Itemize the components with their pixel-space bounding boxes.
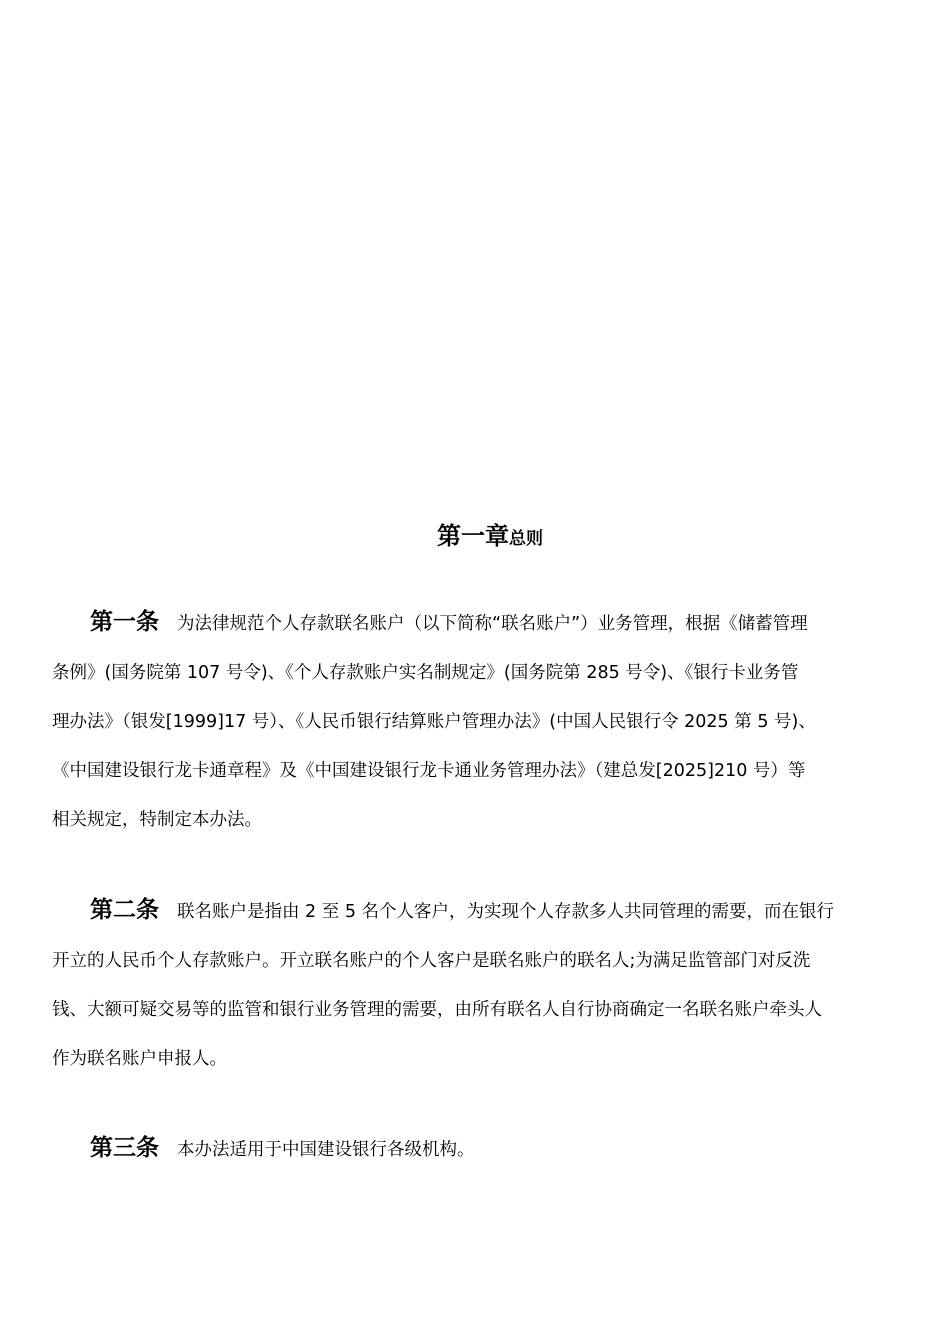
article-line: 相关规定，特制定本办法。 [52, 810, 262, 830]
article-text: 本办法适用于中国建设银行各级机构。 [177, 1140, 475, 1160]
article-2 [52, 886, 902, 1084]
article-label: 第二条 [90, 897, 159, 923]
article-label: 第三条 [90, 1135, 159, 1161]
article-text: 联名账户是指由 2 至 5 名个人客户，为实现个人存款多人共同管理的需要，而在银行 [177, 902, 835, 922]
article-line: 《中国建设银行龙卡通章程》及《中国建设银行龙卡通业务管理办法》（建总发[2025]210 号）等 [52, 761, 806, 781]
chapter-title [0, 516, 950, 551]
article-line: 钱、大额可疑交易等的监管和银行业务管理的需要，由所有联名人自行协商确定一名联名账户牵头人 [52, 1000, 822, 1020]
article-line [52, 886, 902, 937]
chapter-name: 总则 [509, 529, 543, 549]
chapter-number: 第一章 [437, 522, 509, 550]
article-text: 为法律规范个人存款联名账户（以下简称“联名账户”）业务管理，根据《储蓄管理 [177, 614, 808, 634]
article-line [52, 1124, 902, 1175]
article-3 [52, 1124, 902, 1175]
article-line: 作为联名账户申报人。 [52, 1049, 227, 1069]
article-line: 条例》(国务院第 107 号令)、《个人存款账户实名制规定》(国务院第 285 号令)、《银行卡业务管 [52, 663, 799, 683]
article-line [52, 598, 902, 649]
article-line: 开立的人民币个人存款账户。开立联名账户的个人客户是联名账户的联名人;为满足监管部门对反洗 [52, 951, 811, 971]
article-label: 第一条 [90, 609, 159, 635]
article-line: 理办法》（银发[1999]17 号）、《人民币银行结算账户管理办法》(中国人民银行令 2025 第 5 号)、 [52, 712, 816, 732]
article-1 [52, 598, 902, 845]
